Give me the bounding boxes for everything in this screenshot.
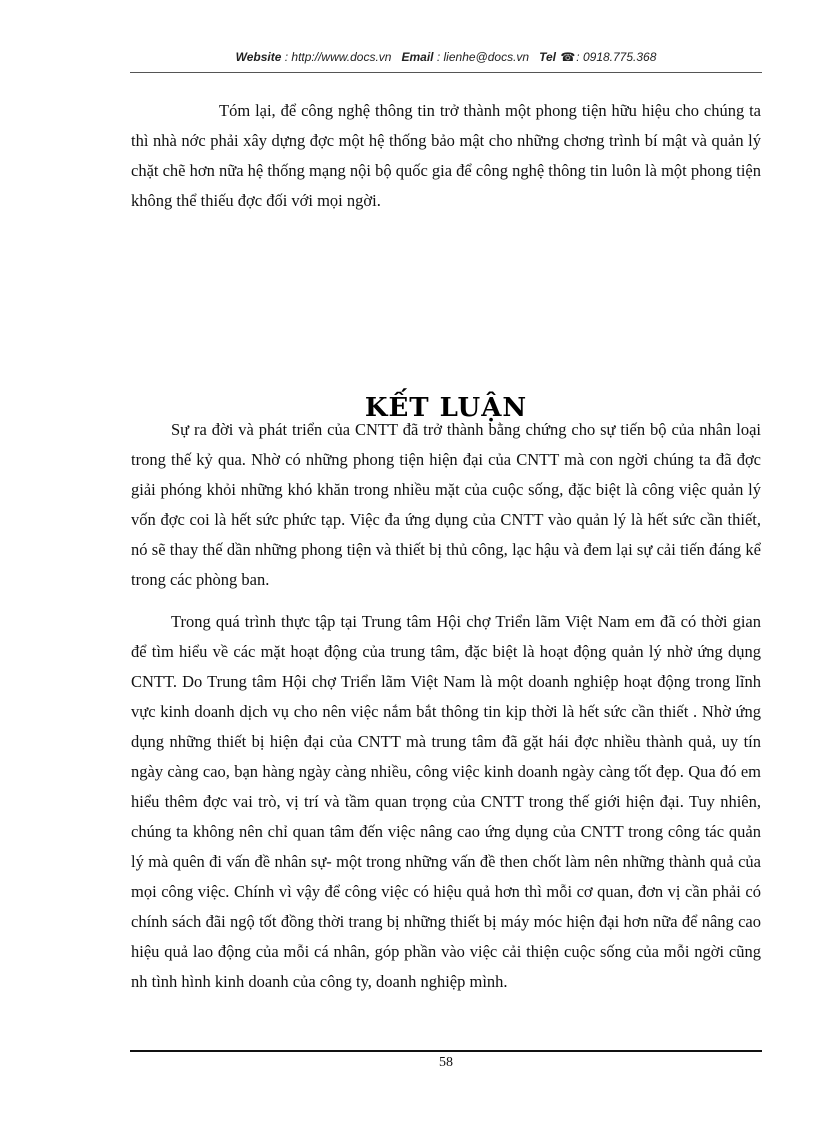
website-url: : http://www.docs.vn: [284, 50, 392, 64]
paragraph-conclusion-2-text: Trong quá trình thực tập tại Trung tâm Hội chợ Triển lãm Việt Nam em đã có thời gian để tìm hiểu về các mặt hoạt động của trung tâm, đặc biệt là hoạt động quản lý nhờ ứng dụng CNTT. Do Trung tâm Hội chợ Triển lãm Việt Nam là một doanh nghiệp hoạt động trong lĩnh vực kinh doanh dịch vụ cho nên việc nắm bắt thông tin kịp thời là hết sức cần thiết . Nhờ ứng dụng những thiết bị hiện đại của CNTT mà trung tâm đã gặt hái đợc nhiều thành quả, uy tín ngày càng cao, bạn hàng ngày càng nhiều, công việc kinh doanh ngày càng tốt đẹp. Qua đó em hiểu thêm đợc vai trò, vị trí và tầm quan trọng của CNTT trong thế giới hiện đại. Tuy nhiên, chúng ta không nên chỉ quan tâm đến việc nâng cao ứng dụng của CNTT trong công tác quản lý mà quên đi vấn đề nhân sự- một trong những vấn đề then chốt làm nên những thành quả của mọi công việc. Chính vì vậy để công việc có hiệu quả hơn thì mỗi cơ quan, đơn vị cần phải có chính sách đãi ngộ tốt đồng thời trang bị những thiết bị máy móc hiện đại hơn nữa để nâng cao hiệu quả lao động của mỗi cá nhân, góp phần vào việc cải thiện cuộc sống của mỗi ngời cũng nh tình hình kinh doanh của công ty, doanh nghiệp mình.: [131, 612, 761, 991]
page-header: [130, 50, 762, 64]
header-divider: [130, 72, 762, 73]
section-title: KẾT LUẬN: [364, 393, 528, 423]
paragraph-conclusion-1-text: Sự ra đời và phát triển của CNTT đã trở thành bằng chứng cho sự tiến bộ của nhân loại trong thế kỷ qua. Nhờ có những phong tiện hiện đại của CNTT mà con ngời chúng ta đã đợc giải phóng khỏi những khó khăn trong nhiều mặt của cuộc sống, đặc biệt là công việc quản lý vốn đợc coi là hết sức phức tạp. Việc đa ứng dụng của CNTT vào quản lý là hết sức cần thiết, nó sẽ thay thế dần những phong tiện và thiết bị thủ công, lạc hậu và đem lại sự cải tiến đáng kể trong các phòng ban.: [131, 420, 761, 589]
website-label: Website: [235, 50, 282, 64]
page-number: 58: [439, 1055, 453, 1070]
phone-icon: ☎: [560, 50, 576, 64]
tel-number: : 0918.775.368: [576, 50, 657, 64]
paragraph-summary: [131, 96, 761, 216]
paragraph-conclusion-1: [131, 415, 761, 595]
email-address: : lienhe@docs.vn: [436, 50, 530, 64]
tel-label: Tel: [539, 50, 556, 64]
email-label: Email: [401, 50, 434, 64]
paragraph-conclusion-2: [131, 607, 761, 997]
footer-divider: [130, 1050, 762, 1052]
paragraph-summary-text: Tóm lại, để công nghệ thông tin trở thành một phong tiện hữu hiệu cho chúng ta thì nhà nớc phải xây dựng đợc một hệ thống bảo mật cho những chơng trình bí mật và quản lý chặt chẽ hơn nữa hệ thống mạng nội bộ quốc gia để công nghệ thông tin luôn là một phong tiện không thể thiếu đợc đối với mọi ngời.: [131, 101, 761, 210]
